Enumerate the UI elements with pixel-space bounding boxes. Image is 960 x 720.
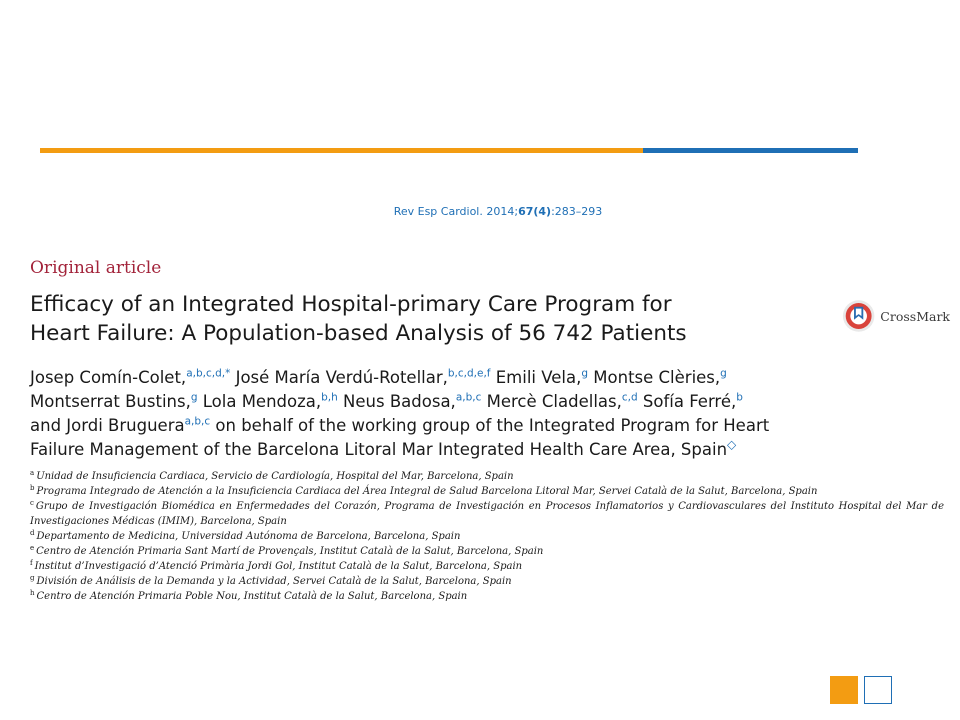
affiliation-list <box>30 469 944 604</box>
article-type: Original article <box>30 258 162 278</box>
crossmark-label: CrossMark <box>880 308 950 324</box>
article-title <box>30 290 810 348</box>
affiliation-item <box>30 499 944 529</box>
affiliation-item <box>30 574 944 589</box>
affiliation-item <box>30 589 944 604</box>
author-name: and Jordi Bruguera <box>30 416 185 435</box>
author-affiliation-link[interactable]: a,b,c,d,* <box>186 367 231 380</box>
authors-line-3 <box>30 414 890 438</box>
affiliation-letter: f <box>30 558 33 567</box>
affiliation-item <box>30 544 944 559</box>
author-name: Sofía Ferré, <box>637 392 737 411</box>
author-affiliation-link[interactable]: a,b,c <box>455 391 482 404</box>
affiliation-text: Centro de Atención Primaria Poble Nou, Institut Català de la Salut, Barcelona, Spain <box>36 591 468 602</box>
affiliation-text: Programa Integrado de Atención a la Insuficiencia Cardiaca del Área Integral de Salud Barcelona Litoral Mar, Servei Català de la Salut, Barcelona, Spain <box>36 486 818 497</box>
affiliation-letter: d <box>30 528 35 537</box>
affiliation-text: Centro de Atención Primaria Sant Martí de Provençals, Institut Català de la Salut, Barcelona, Spain <box>36 546 544 557</box>
author-affiliation-link[interactable]: g <box>720 367 727 380</box>
author-affiliation-link[interactable]: b,h <box>321 391 338 404</box>
crossmark-badge[interactable] <box>842 296 950 336</box>
author-name: José María Verdú-Rotellar, <box>230 368 448 387</box>
affiliation-letter: a <box>30 468 35 477</box>
author-name: Montse Clèries, <box>588 368 721 387</box>
author-affiliation-link[interactable]: g <box>190 391 198 404</box>
affiliation-item <box>30 484 944 499</box>
affiliation-letter: b <box>30 483 35 492</box>
authors-line-1 <box>30 366 890 390</box>
author-name: Josep Comín-Colet, <box>30 368 187 387</box>
working-group-text: on behalf of the working group of the Integrated Program for Heart <box>210 416 770 435</box>
author-list <box>30 366 890 462</box>
author-name: Emili Vela, <box>490 368 582 387</box>
author-name: Lola Mendoza, <box>197 392 322 411</box>
title-line-1: Efficacy of an Integrated Hospital-primary Care Program for <box>30 292 672 317</box>
title-line-2: Heart Failure: A Population-based Analysis of 56 742 Patients <box>30 321 687 346</box>
author-affiliation-link[interactable]: g <box>581 367 589 380</box>
affiliation-text: División de Análisis de la Demanda y la Actividad, Servei Català de la Salut, Barcelona, Spain <box>36 576 512 587</box>
author-affiliation-link[interactable]: b <box>736 391 743 404</box>
author-affiliation-link[interactable]: b,c,d,e,f <box>447 367 491 380</box>
affiliation-text: Institut d’Investigació d’Atenció Primària Jordi Gol, Institut Català de la Salut, Barcelona, Spain <box>34 561 523 572</box>
affiliation-text: Unidad de Insuficiencia Cardiaca, Servicio de Cardiología, Hospital del Mar, Barcelona, Spain <box>36 471 514 482</box>
working-group-text: Failure Management of the Barcelona Litoral Mar Integrated Health Care Area, Spain <box>30 440 728 459</box>
affiliation-item <box>30 469 944 484</box>
affiliation-letter: e <box>30 543 35 552</box>
journal-citation[interactable]: Rev Esp Cardiol. 2014;67(4):283–293 <box>393 205 603 218</box>
diamond-icon[interactable]: ◇ <box>727 437 737 452</box>
author-name: Neus Badosa, <box>337 392 456 411</box>
affiliation-text: Grupo de Investigación Biomédica en Enfermedades del Corazón, Programa de Investigación en Procesos Inflamatorios y Cardiovasculares del Instituto Hospital del Mar de Investigaciones Médicas (IMIM), Barcelona, Spain <box>30 501 944 527</box>
affiliation-item <box>30 559 944 574</box>
affiliation-letter: h <box>30 588 35 597</box>
previous-slide-button[interactable] <box>830 676 858 704</box>
affiliation-item <box>30 529 944 544</box>
affiliation-text: Departamento de Medicina, Universidad Autónoma de Barcelona, Barcelona, Spain <box>36 531 461 542</box>
author-name: Mercè Cladellas, <box>481 392 622 411</box>
authors-line-2 <box>30 390 890 414</box>
crossmark-icon <box>842 298 875 334</box>
header-rule-blue <box>643 148 858 153</box>
affiliation-letter: c <box>30 498 34 507</box>
author-affiliation-link[interactable]: c,d <box>621 391 638 404</box>
affiliation-letter: g <box>30 573 35 582</box>
author-affiliation-link[interactable]: a,b,c <box>184 415 211 428</box>
authors-line-4 <box>30 438 890 462</box>
header-rule-orange <box>40 148 643 153</box>
author-name: Montserrat Bustins, <box>30 392 191 411</box>
next-slide-button[interactable] <box>864 676 892 704</box>
